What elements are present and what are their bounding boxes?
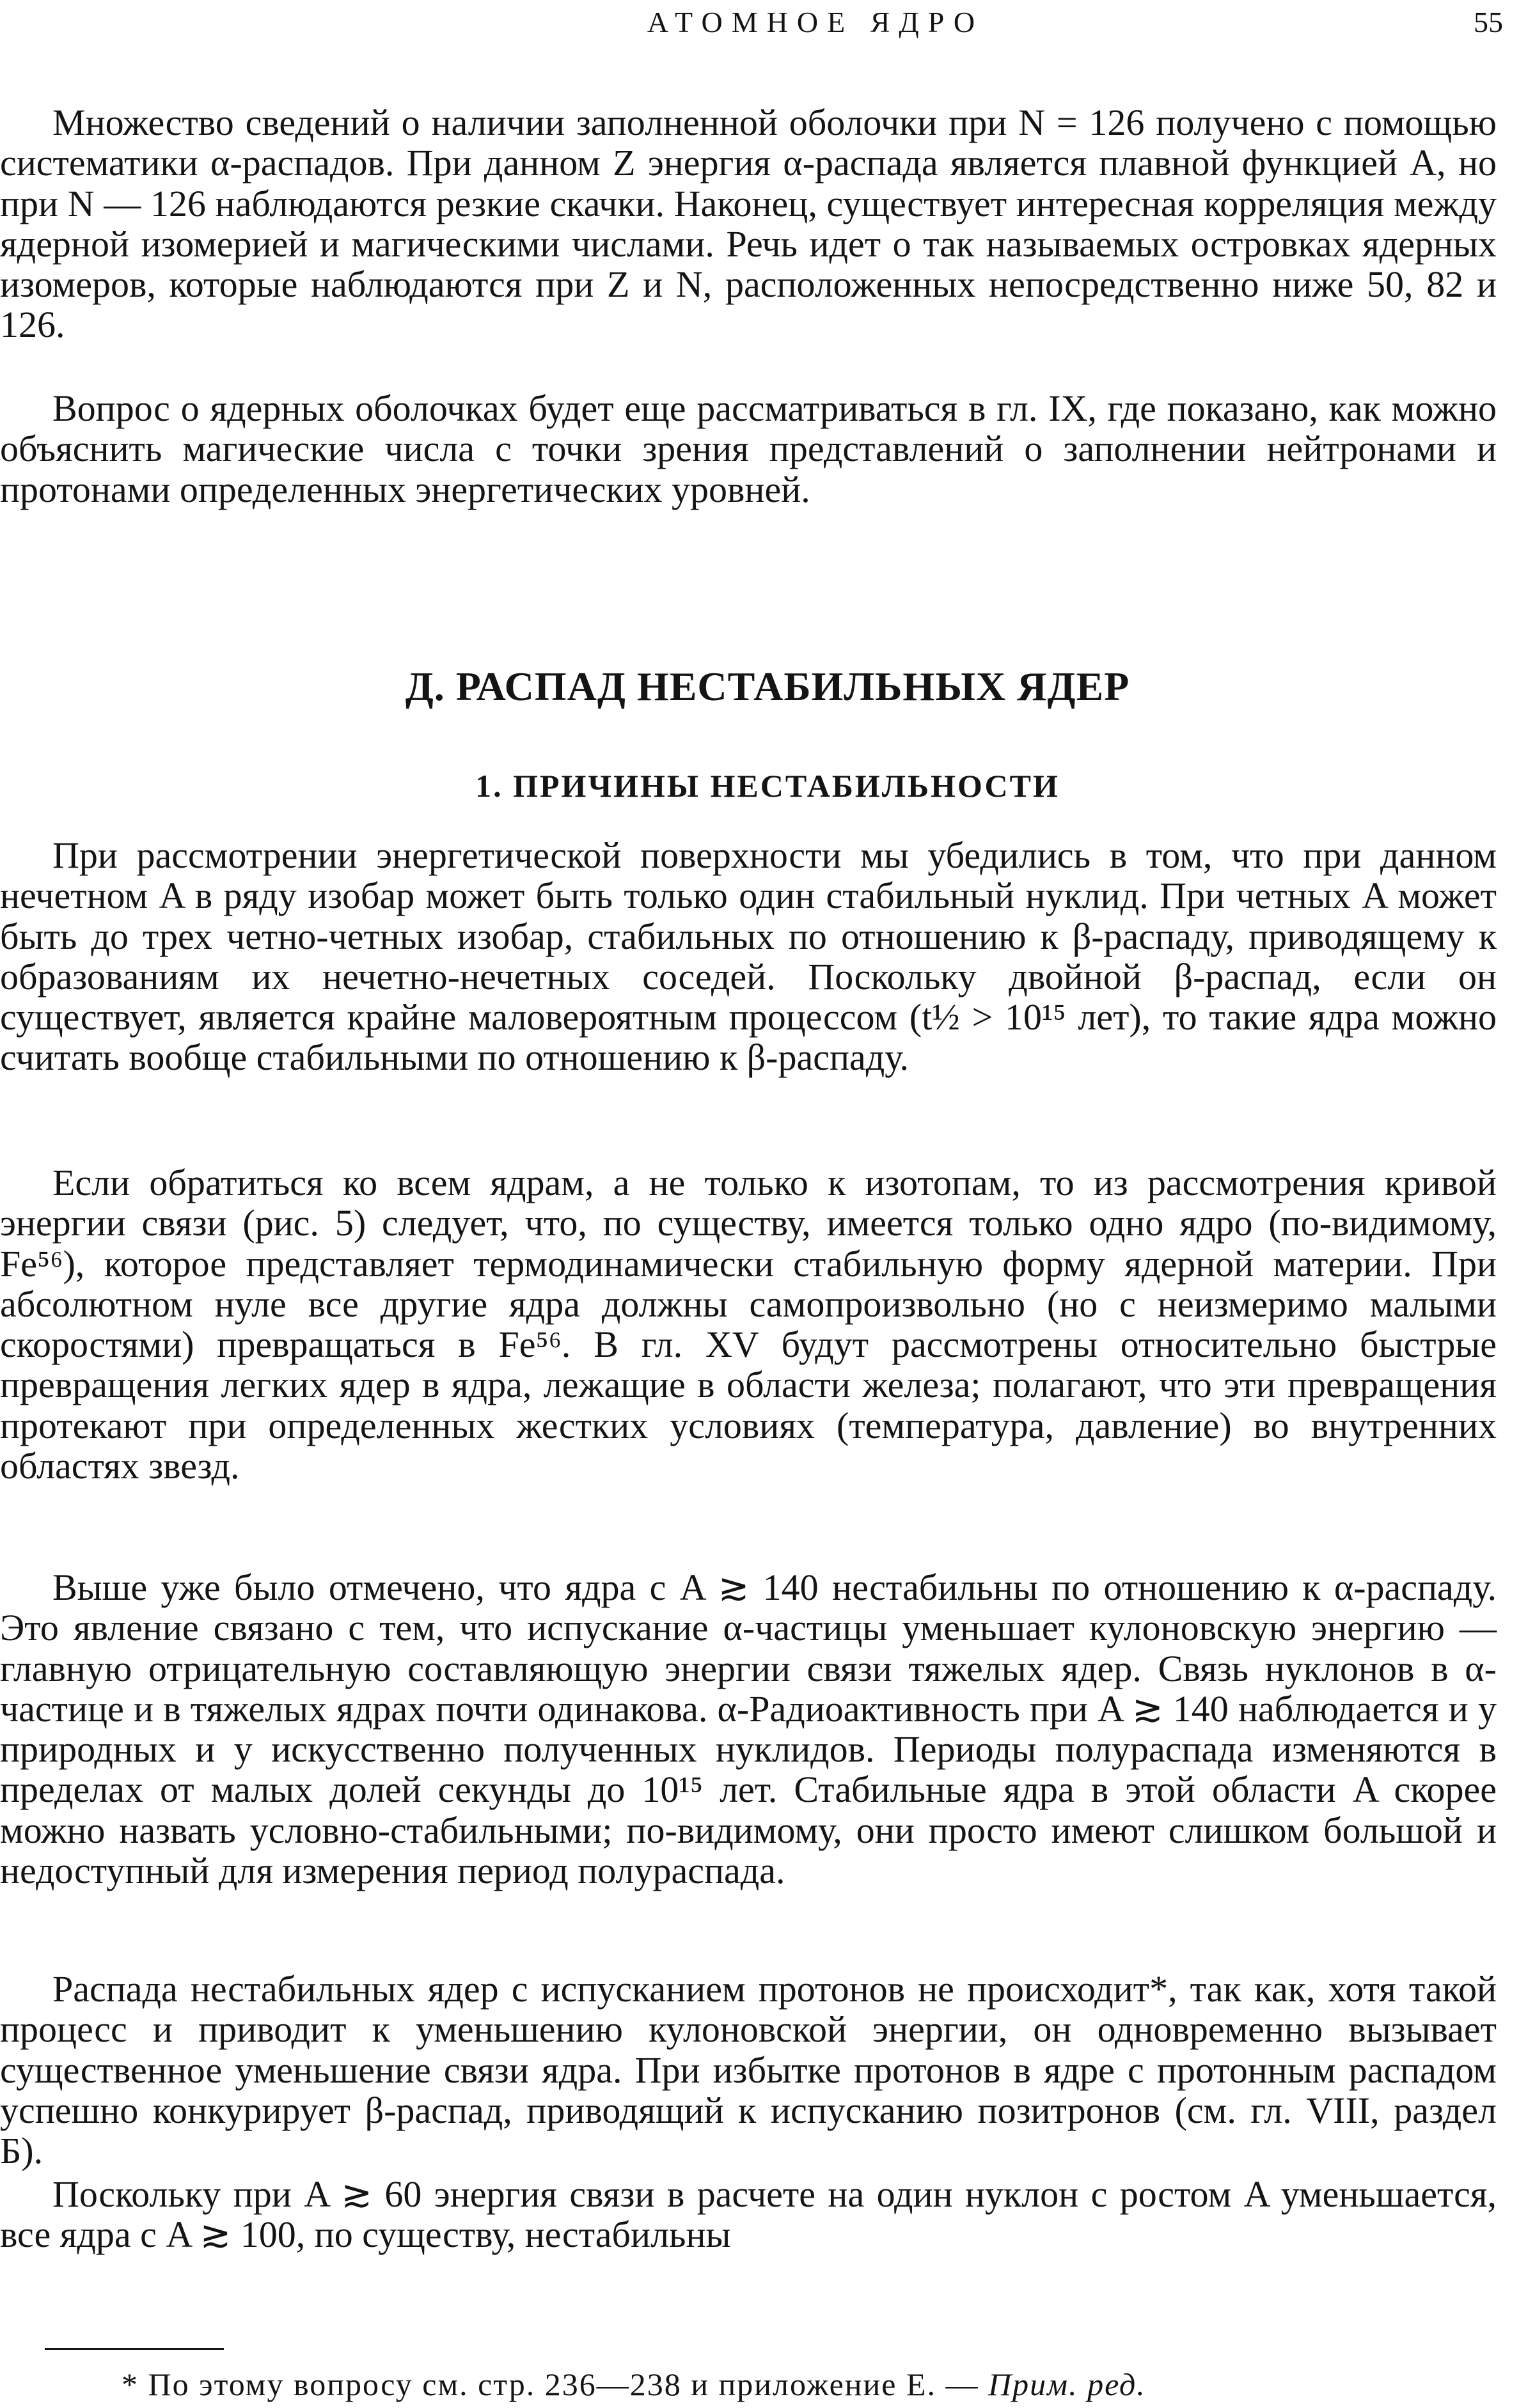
footnote xyxy=(122,2366,1465,2403)
paragraph xyxy=(0,102,1497,345)
paragraph-text: При рассмотрении энергетической поверхности мы убедились в том, что при данном нечетном A в ряду изобар может быть только один стабильный нуклид. При четных A может быть до трех четно-четных изобар, стабильных по отношению к β-распаду, приводящему к образованиям их нечетно-нечетных соседей. Поскольку двойной β-распад, если он существует, является крайне маловероятным процессом (t½ > 10¹⁵ лет), то такие ядра можно считать вообще стабильными по отношению к β-распаду. xyxy=(0,834,1497,1079)
running-title: АТОМНОЕ ЯДРО xyxy=(647,6,984,38)
paragraph xyxy=(0,1162,1497,1486)
paragraph xyxy=(0,388,1497,510)
paragraph xyxy=(0,1969,1497,2171)
paragraph-text: Множество сведений о наличии заполненной оболочки при N = 126 получено с помощью систематики α-распадов. При данном Z энергия α-распада является плавной функцией A, но при N — 126 наблюдаются резкие скачки. Наконец, существует интересная корреляция между ядерной изомерией и магическими числами. Речь идет о так называемых островках ядерных изомеров, которые наблюдаются при Z и N, расположенных непосредственно ниже 50, 82 и 126. xyxy=(0,102,1497,346)
footnote-rule xyxy=(45,2348,224,2350)
paragraph xyxy=(0,2174,1497,2255)
running-head xyxy=(128,5,1503,43)
footnote-editor-note: Прим. ред. xyxy=(988,2366,1146,2402)
paragraph-text: Вопрос о ядерных оболочках будет еще рассматриваться в гл. IX, где показано, как можно объяснить магические числа с точки зрения представлений о заполнении нейтронами и протонами определенных энергетических уровней. xyxy=(0,387,1497,510)
paragraph-text: Поскольку при A ≳ 60 энергия связи в расчете на один нуклон с ростом A уменьшается, все ядра с A ≳ 100, по существу, нестабильны xyxy=(0,2173,1497,2256)
paragraph xyxy=(0,835,1497,1078)
paragraph-text: Выше уже было отмечено, что ядра с A ≳ 140 нестабильны по отношению к α-распаду. Это явление связано с тем, что испускание α-частицы уменьшает кулоновскую энергию — главную отрицательную составляющую энергии связи тяжелых ядер. Связь нуклонов в α-частице и в тяжелых ядрах почти одинакова. α-Радиоактивность при A ≳ 140 наблюдается и у природных и у искусственно полученных нуклидов. Периоды полураспада изменяются в пределах от малых долей секунды до 10¹⁵ лет. Стабильные ядра в этой области A скорее можно назвать условно-стабильными; по-видимому, они просто имеют слишком большой и недоступный для измерения период полураспада. xyxy=(0,1567,1497,1892)
footnote-text: * По этому вопросу см. стр. 236—238 и приложение Е. — xyxy=(122,2366,979,2402)
section-title: Д. РАСПАД НЕСТАБИЛЬНЫХ ЯДЕР xyxy=(405,664,1130,709)
paragraph-text: Если обратиться ко всем ядрам, а не только к изотопам, то из рассмотрения кривой энергии связи (рис. 5) следует, что, по существу, имеется только одно ядро (по-видимому, Fe⁵⁶), которое представляет термодинамически стабильную форму ядерной материи. При абсолютном нуле все другие ядра должны самопроизвольно (но с неизмеримо малыми скоростями) превращаться в Fe⁵⁶. В гл. XV будут рассмотрены относительно быстрые превращения легких ядер в ядра, лежащие в области железа; полагают, что эти превращения протекают при определенных жестких условиях (температура, давление) во внутренних областях звезд. xyxy=(0,1162,1497,1487)
section-subtitle: 1. ПРИЧИНЫ НЕСТАБИЛЬНОСТИ xyxy=(475,768,1060,804)
page-number: 55 xyxy=(1474,6,1503,38)
paragraph xyxy=(0,1567,1497,1891)
paragraph-text: Распада нестабильных ядер с испусканием протонов не происходит*, так как, хотя такой процесс и приводит к уменьшению кулоновской энергии, он одновременно вызывает существенное уменьшение связи ядра. При избытке протонов в ядре с протонным распадом успешно конкурирует β-распад, приводящий к испусканию позитронов (см. гл. VIII, раздел Б). xyxy=(0,1968,1497,2172)
